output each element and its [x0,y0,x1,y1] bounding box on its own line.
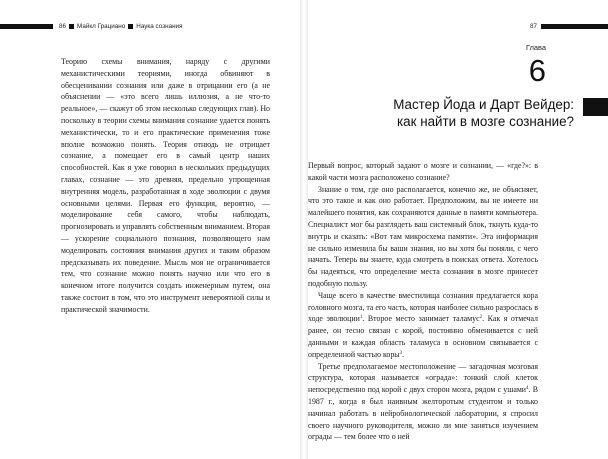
square-separator-icon [69,24,74,29]
paragraph: Первый вопрос, который задают о мозге и сознании, — «где?»: в какой части мозга расположено сознание? [308,161,538,182]
header-bar [541,24,608,29]
page-number: 86 [59,23,67,30]
paragraph [308,290,538,361]
footnote-ref[interactable]: 2 [479,315,483,321]
paragraph: Знание о том, где оно располагается, конечно же, не объясняет, что это такое и как оно работает. Предположим, вы не имеете ни малейшего понятия, как сохраняются данные в памяти компьютера. Специалист мог бы разглядеть ваш системный блок, ткнуть куда-то внутрь и сказать: «Вот там микросхема памяти». Эта информация не сильно изменила бы ваши знания, но вы хотя бы поняли, с чего начать. Теперь вы знаете, куда смотреть в поисках ответа. Хотелось бы надеяться, что определение места сознания в мозге принесет подобную пользу. [308,184,538,288]
footnote-ref[interactable]: 3 [399,350,403,356]
right-body-text [308,160,538,443]
text-run: . Как я отмечал ранее, он тесно связан с корой, постоянно обменивается с ней данными и каждая область таламуса в основном связывается с определенной частью коры [308,314,538,359]
page-number: 87 [530,23,538,30]
title-accent-bar [583,98,608,116]
text-run: . Второе место занимает таламус [362,314,480,324]
paragraph [308,361,538,444]
header-bar [0,24,53,29]
running-header [59,23,182,30]
text-run: Чаще всего в качестве вместилища сознания предлагается кора головного мозга, та его часть, которая наиболее сильно разрослась в ходе эволюции [308,290,538,324]
header-author: Майкл Грациано [77,23,126,30]
text-run: . В 1987 г., когда я был наивным желторотым студентом и только начинал работать в нейробиологической лаборатории, я спросил своего научного руководителя, можно ли мне заняться изучением ограды — тем более что о ней [308,385,539,442]
text-run: . [402,349,405,359]
chapter-title-line: как найти в мозге сознание? [397,114,574,129]
left-page [0,0,300,459]
chapter-title [354,96,574,130]
book-gutter [300,0,308,459]
paragraph: Теорию схемы внимания, наряду с другими механистическими теориями, иногда обвиняют в обесценивании сознания или даже в отрицании его (а не объяснении — «это всего лишь иллюзия, а не что-то реальное», — скажут об этом несколько следующих глав). Но поскольку в теории схемы внимания сознание удается понять механистически, то и его практические применения тоже вполне возможно понять. Теория отнюдь не отрицает сознание, а помещает его в самый центр наших способностей. Как я уже говорил в нескольких предыдущих главах, сознание — это древняя, предельно упрощенная внутренняя модель, разработанная в ходе эволюции с двумя основными целями. Первая его функция, вероятно, — моделирование себя самого, чтобы наблюдать, прогнозировать и управлять собственным вниманием. Вторая — ускорение социального познания, позволяющего нам моделировать состояния внимания других и таким образом предсказывать их поведение. Мысль моя не ограничивается тем, что сознание можно понять научно или что его в конечном итоге получится создать инженерным путем, она также состоит в том, что это инструмент невероятной силы и практической значимости. [61,57,270,314]
text-run: Третье предполагаемое местоположение — загадочная мозговая структура, которая называется «ограда»: тонкий слой клеток непосредственно под корой с двух сторон мозга, рядом с ушами [308,361,538,395]
chapter-number: 6 [528,53,546,88]
chapter-title-line: Мастер Йода и Дарт Вейдер: [393,97,574,112]
square-separator-icon [128,24,133,29]
footnote-ref[interactable]: 4 [526,386,529,392]
left-body-text [61,56,270,316]
header-book-title: Наука сознания [136,23,183,30]
right-page [308,0,608,459]
footnote-ref[interactable]: 1 [359,315,363,321]
chapter-label: Глава [526,43,546,52]
